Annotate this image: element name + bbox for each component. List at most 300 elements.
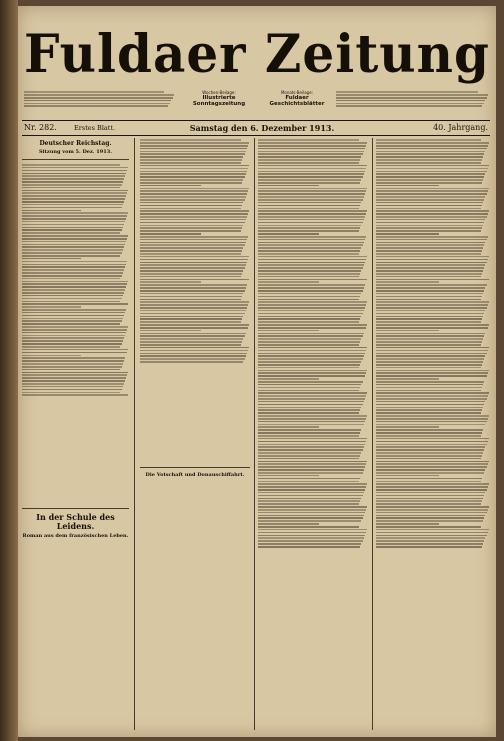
text-line-texture [376,375,487,377]
text-line-texture [140,171,247,173]
text-line-texture [258,171,365,173]
text-line-texture [258,495,363,497]
text-line-texture [22,164,120,166]
text-line-texture [140,242,246,244]
text-line-texture [376,233,439,235]
text-line-texture [376,515,485,517]
text-line-texture [258,455,360,457]
text-line-texture [376,341,482,343]
text-line-texture [258,500,360,502]
text-line-texture [258,489,365,491]
text-line-texture [258,219,364,221]
text-line-texture [376,358,484,360]
text-line-texture [258,247,361,249]
text-line-texture [140,145,248,147]
text-line-texture [140,165,249,167]
text-line-texture [376,236,488,238]
text-line-texture [376,270,483,272]
text-line-texture [376,418,488,420]
text-line-texture [376,506,489,508]
masthead-title: Fuldaer Zeitung [24,22,490,85]
text-line-texture [258,523,319,525]
text-line-texture [336,91,478,93]
text-line-texture [140,361,243,363]
text-line-texture [376,481,481,483]
text-line-texture [140,324,249,326]
text-line-texture [22,392,120,394]
text-line-texture [258,307,365,309]
text-line-texture [22,278,120,280]
text-line-texture [140,299,241,301]
text-line-texture [376,446,485,448]
text-line-texture [22,394,128,396]
supplement-monthly-label: Monats-Beilage: [280,90,314,95]
text-line-texture [258,435,359,437]
text-line-texture [258,148,365,150]
text-line-texture [376,381,484,383]
text-line-texture [258,256,367,258]
text-line-texture [22,377,126,379]
text-line-texture [140,244,245,246]
supplement-monthly [258,90,336,107]
text-line-texture [22,173,126,175]
text-line-texture [376,307,487,309]
text-line-texture [22,198,125,200]
text-line-texture [22,266,125,268]
text-line-texture [258,205,360,207]
supplement-weekly [180,90,258,107]
text-line-texture [22,286,126,288]
text-line-texture [376,426,439,428]
text-line-texture [376,335,484,337]
text-line-texture [22,269,124,271]
text-line-texture [376,347,489,349]
text-line-texture [376,520,483,522]
text-line-texture [376,256,489,258]
text-line-texture [258,199,363,201]
text-line-texture [140,338,243,340]
column-rule [134,138,135,730]
text-line-texture [258,387,360,389]
text-line-texture [140,250,242,252]
body-text-illegible [140,139,250,463]
text-line-texture [258,293,361,295]
text-line-texture [258,515,364,517]
text-line-texture [258,296,360,298]
text-line-texture [376,537,485,539]
text-line-texture [140,216,247,218]
text-line-texture [376,469,485,471]
text-line-texture [376,313,484,315]
column-divider [22,159,129,160]
text-line-texture [258,409,360,411]
text-line-texture [22,349,128,351]
text-line-texture [376,441,488,443]
text-line-texture [258,350,366,352]
text-line-texture [376,159,482,161]
text-line-texture [258,532,366,534]
text-line-texture [376,196,485,198]
text-line-texture [258,466,365,468]
text-line-texture [376,509,488,511]
text-line-texture [22,320,122,322]
text-line-texture [376,219,485,221]
text-line-texture [376,526,481,528]
text-line-texture [376,472,484,474]
text-line-texture [376,503,481,505]
text-line-texture [22,190,128,192]
text-line-texture [258,446,364,448]
text-line-texture [140,318,242,320]
text-line-texture [376,364,482,366]
text-line-texture [22,363,123,365]
text-line-texture [140,176,245,178]
text-line-texture [140,193,247,195]
text-line-texture [258,338,361,340]
text-line-texture [22,326,128,328]
text-line-texture [22,221,125,223]
text-line-texture [258,475,319,477]
text-line-texture [258,151,364,153]
text-line-texture [376,498,483,500]
text-line-texture [376,193,487,195]
text-line-texture [22,295,123,297]
column-1 [22,138,129,730]
text-line-texture [258,279,367,281]
text-line-texture [376,432,482,434]
text-line-texture [258,185,319,187]
text-line-texture [22,215,127,217]
text-line-texture [376,264,485,266]
text-line-texture [22,227,123,229]
text-line-texture [376,227,482,229]
text-line-texture [376,247,483,249]
text-line-texture [376,449,484,451]
text-line-texture [22,192,127,194]
text-line-texture [22,301,120,303]
text-line-texture [258,444,365,446]
text-line-texture [140,188,249,190]
text-line-texture [376,139,481,141]
text-line-texture [140,202,243,204]
text-line-texture [140,199,245,201]
text-line-texture [22,210,81,212]
text-line-texture [258,483,367,485]
newspaper-page [18,6,496,737]
text-line-texture [376,213,488,215]
text-line-texture [22,235,128,237]
text-line-texture [258,370,367,372]
text-line-texture [376,168,488,170]
text-line-texture [258,213,366,215]
text-line-texture [258,262,365,264]
text-line-texture [22,352,127,354]
text-line-texture [376,512,487,514]
text-line-texture [140,196,246,198]
text-line-texture [376,182,482,184]
text-line-texture [376,492,485,494]
text-line-texture [258,168,366,170]
text-line-texture [22,281,128,283]
text-line-texture [258,145,366,147]
text-line-texture [140,227,242,229]
text-line-texture [258,253,359,255]
text-line-texture [376,205,482,207]
text-line-texture [24,94,174,96]
text-line-texture [258,509,366,511]
text-line-texture [376,543,483,545]
text-line-texture [22,224,124,226]
text-line-texture [258,222,363,224]
text-line-texture [140,208,241,210]
text-line-texture [140,148,247,150]
text-line-texture [258,327,366,329]
text-line-texture [376,461,489,463]
text-line-texture [22,283,127,285]
text-line-texture [336,94,488,96]
text-line-texture [258,347,367,349]
text-line-texture [140,321,241,323]
serial-heading: In der Schule des Leidens. [36,512,115,531]
text-line-texture [376,142,489,144]
text-line-texture [140,353,247,355]
text-line-texture [258,469,364,471]
text-line-texture [258,230,359,232]
text-line-texture [24,105,168,107]
text-line-texture [140,270,243,272]
text-line-texture [376,262,487,264]
text-line-texture [22,335,125,337]
text-line-texture [24,100,171,102]
text-line-texture [258,321,359,323]
text-line-texture [376,517,484,519]
text-line-texture [140,276,241,278]
text-line-texture [22,241,126,243]
text-line-texture [140,347,249,349]
text-line-texture [376,188,489,190]
text-line-texture [258,259,366,261]
text-line-texture [258,361,361,363]
text-line-texture [258,330,319,332]
text-line-texture [22,167,128,169]
text-line-texture [258,432,360,434]
text-line-texture [140,273,242,275]
text-line-texture [376,318,482,320]
text-line-texture [258,244,363,246]
text-line-texture [258,441,366,443]
text-line-texture [258,190,366,192]
column-divider [22,508,129,509]
text-line-texture [22,374,127,376]
text-line-texture [140,159,242,161]
text-line-texture [376,500,482,502]
text-line-texture [258,517,363,519]
text-line-texture [258,173,364,175]
text-line-texture [376,392,489,394]
text-line-texture [140,179,243,181]
text-line-texture [258,520,361,522]
text-line-texture [376,478,482,480]
text-line-texture [258,429,361,431]
text-line-texture [258,424,364,426]
text-line-texture [376,384,483,386]
text-line-texture [140,256,249,258]
text-line-texture [258,281,319,283]
text-line-texture [376,185,439,187]
text-line-texture [258,344,359,346]
text-line-texture [258,196,364,198]
text-line-texture [22,261,127,263]
text-line-texture [258,506,367,508]
text-line-texture [22,303,128,305]
text-line-texture [22,255,120,257]
text-line-texture [140,358,245,360]
text-line-texture [258,375,365,377]
text-line-texture [258,179,361,181]
text-line-texture [22,258,81,260]
text-line-texture [22,275,122,277]
text-line-texture [376,304,488,306]
text-line-texture [376,253,481,255]
text-line-texture [376,151,485,153]
text-line-texture [258,216,365,218]
text-line-texture [376,230,481,232]
text-line-texture [376,404,484,406]
text-line-texture [22,306,81,308]
text-line-texture [22,264,126,266]
text-line-texture [140,313,245,315]
text-line-texture [22,380,125,382]
text-line-texture [258,392,367,394]
text-line-texture [376,344,481,346]
text-line-texture [258,324,367,326]
text-line-texture [22,272,123,274]
text-line-texture [140,213,248,215]
text-line-texture [258,543,361,545]
text-line-texture [140,239,247,241]
text-line-texture [376,401,485,403]
text-line-texture [376,489,487,491]
text-line-texture [258,202,361,204]
text-line-texture [22,383,124,385]
text-line-texture [258,438,367,440]
text-line-texture [376,216,487,218]
text-line-texture [140,284,247,286]
column-3 [258,138,368,730]
text-line-texture [376,435,481,437]
serial-subheading: Roman aus dem französischen Leben. [22,533,129,539]
column-divider [140,467,250,468]
text-line-texture [140,301,249,303]
text-line-texture [376,276,481,278]
text-line-texture [258,176,363,178]
text-line-texture [376,242,485,244]
text-line-texture [376,179,483,181]
text-line-texture [376,244,484,246]
text-line-texture [258,378,319,380]
column-rule [254,138,255,730]
text-line-texture [376,486,488,488]
text-line-texture [376,162,481,164]
text-line-texture [376,409,482,411]
text-line-texture [376,324,489,326]
text-line-texture [140,310,246,312]
text-line-texture [258,153,363,155]
text-line-texture [376,250,482,252]
text-line-texture [258,421,365,423]
text-line-texture [22,175,125,177]
text-line-texture [140,236,248,238]
text-line-texture [258,182,360,184]
text-line-texture [258,290,363,292]
text-line-texture [22,178,124,180]
text-line-texture [258,239,365,241]
text-line-texture [258,310,364,312]
text-line-texture [258,537,364,539]
text-line-texture [258,264,364,266]
text-line-texture [258,546,360,548]
text-line-texture [376,333,485,335]
text-line-texture [258,233,319,235]
text-line-texture [376,171,487,173]
text-line-texture [140,162,241,164]
text-line-texture [376,458,481,460]
text-line-texture [22,244,125,246]
text-line-texture [376,210,489,212]
text-line-texture [376,296,482,298]
text-line-texture [258,273,360,275]
text-line-texture [22,212,128,214]
text-line-texture [22,360,124,362]
text-line-texture [140,350,248,352]
text-line-texture [258,401,364,403]
text-line-texture [258,156,361,158]
text-line-texture [376,429,483,431]
text-line-texture [22,187,120,189]
text-line-texture [376,361,483,363]
text-line-texture [22,229,122,231]
text-line-texture [258,355,364,357]
text-line-texture [376,279,489,281]
text-line-texture [22,346,120,348]
text-line-texture [22,340,123,342]
text-line-texture [22,343,122,345]
masthead-notice-left [24,90,176,116]
text-line-texture [376,284,487,286]
text-line-texture [376,390,481,392]
text-line-texture [376,466,487,468]
text-line-texture [22,289,125,291]
text-line-texture [22,323,120,325]
text-line-texture [140,142,249,144]
text-line-texture [376,259,488,261]
text-line-texture [258,452,361,454]
text-line-texture [258,535,365,537]
text-line-texture [140,247,243,249]
text-line-texture [258,250,360,252]
text-line-texture [258,301,367,303]
text-line-texture [258,404,363,406]
text-line-texture [376,475,439,477]
text-line-texture [376,321,481,323]
text-line-texture [22,207,122,209]
text-line-texture [376,395,488,397]
text-line-texture [376,199,484,201]
sheet-label: Erstes Blatt. [74,124,116,132]
text-line-texture [376,222,484,224]
text-line-texture [258,236,366,238]
text-line-texture [140,168,248,170]
